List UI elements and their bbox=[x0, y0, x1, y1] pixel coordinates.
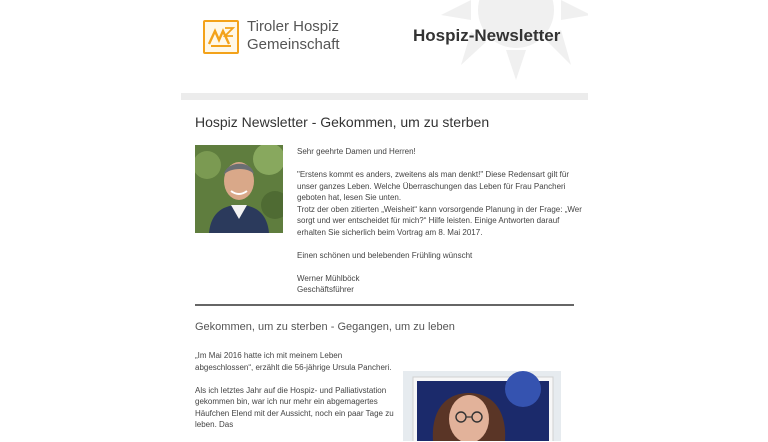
article-title: Hospiz Newsletter - Gekommen, um zu sterben bbox=[195, 114, 490, 130]
logo-line2: Gemeinschaft bbox=[247, 36, 340, 53]
section-divider bbox=[195, 304, 574, 306]
newsletter-header bbox=[181, 0, 588, 93]
newsletter-page bbox=[181, 0, 588, 433]
newsletter-title: Hospiz-Newsletter bbox=[413, 26, 561, 45]
closing: Einen schönen und belebenden Frühling wünscht bbox=[297, 250, 473, 260]
intro-paragraph-1a: "Erstens kommt es anders, zweitens als man denkt!" Diese Redensart gilt für unser ganzes Leben. Welche Überraschungen das Leben für Frau Pancheri geboten hat, lesen Sie unten. bbox=[297, 170, 570, 202]
signature-role: Geschäftsführer bbox=[297, 285, 354, 294]
greeting: Sehr geehrte Damen und Herren! bbox=[297, 147, 416, 156]
header-divider bbox=[181, 93, 588, 100]
author-photo bbox=[195, 145, 283, 233]
logo-line1: Tiroler Hospiz bbox=[247, 18, 339, 35]
intro-paragraph-1b: Trotz der oben zitierten „Weisheit“ kann vorsorgende Planung in der Frage: „Wer sorgt und wer entscheidet für mich?“ Hilfe leisten. Einige Antworten darauf erhalten Sie sicherlich beim Vortrag am 8. Mai 2017. bbox=[297, 204, 582, 237]
logo-text[interactable] bbox=[247, 18, 340, 54]
story-text bbox=[195, 350, 395, 442]
story-paragraph-1: „Im Mai 2016 hatte ich mit meinem Leben abgeschlossen“, erzählt die 56-jährige Ursula Pancheri. bbox=[195, 351, 392, 372]
intro-text bbox=[297, 146, 582, 296]
story-paragraph-2: Als ich letztes Jahr auf die Hospiz- und Palliativstation gekommen bin, war ich nur mehr ein abgemagertes Häufchen Elend mit der Aussicht, noch ein paar Tage zu leben. Das bbox=[195, 385, 394, 429]
story-title: Gekommen, um zu sterben - Gegangen, um zu leben bbox=[195, 321, 455, 333]
intro-paragraph-1 bbox=[297, 169, 582, 238]
logo-icon[interactable] bbox=[203, 20, 239, 54]
story-photo bbox=[403, 371, 561, 441]
signature-name: Werner Mühlböck bbox=[297, 273, 360, 283]
